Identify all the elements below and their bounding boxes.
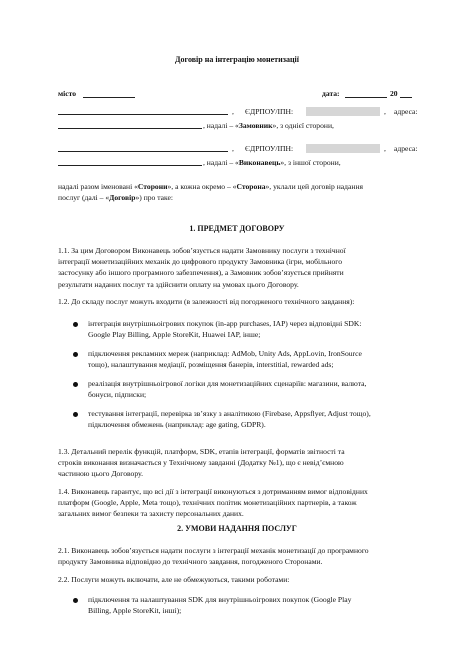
contractor-role-line: , надалі – «Виконавець», з іншої сторони, — [203, 158, 341, 167]
contractor-edrpou-field[interactable] — [306, 144, 380, 153]
date-label: дата: — [322, 89, 340, 98]
section-2-heading: 2. УМОВИ НАДАННЯ ПОСЛУГ — [177, 524, 297, 533]
clause-1-3: 1.3. Детальний перелік функцій, платформ, SDK, етапів інтеграції, форматів звітності та строків виконання визначається у Технічному завданні (Додатку №1), що є невід’ємною частиною цього Договору. — [58, 447, 345, 479]
client-role-line: , надалі – «Замовник», з однієї сторони, — [203, 121, 334, 130]
list-item: тестування інтеграції, перевірка зв’язку з аналітикою (Firebase, Appsflyer, Adjust тощо), підключення обмежень (наприклад: age gating, GDPR). — [88, 409, 371, 430]
city-label: місто — [58, 89, 77, 98]
bullet-icon — [73, 352, 78, 357]
date-field[interactable] — [345, 97, 387, 98]
client-address-label: адреса: — [394, 107, 418, 116]
list-item: підключення та налаштування SDK для внутрішньоігрових покупок (Google Play Billing, Apple StoreKit, інші); — [88, 595, 352, 616]
client-edrpou-field[interactable] — [306, 107, 380, 116]
contractor-comma-2: , — [384, 144, 386, 153]
clause-1-2: 1.2. До складу послуг можуть входити (в залежності від погодженого технічного завдання): — [58, 297, 355, 306]
contractor-address-field[interactable] — [58, 165, 202, 166]
contractor-address-label: адреса: — [394, 144, 418, 153]
bullet-icon — [73, 382, 78, 387]
contractor-name-field[interactable] — [58, 151, 228, 152]
city-field[interactable] — [83, 97, 135, 98]
bullet-icon — [73, 598, 78, 603]
list-item: інтеграція внутрішньоігрових покупок (in-app purchases, IAP) через відповідні SDK: Google Play Billing, Apple StoreKit, Huawei IAP, інше; — [88, 319, 362, 340]
bullet-icon — [73, 412, 78, 417]
bullet-icon — [73, 322, 78, 327]
clause-1-1: 1.1. За цим Договором Виконавець зобов’язується надати Замовнику послуги з технічної інтеграції монетизаційних механік до цифрового продукту Замовника (ігри, мобільного застосунку або іншого програмного забезпечення), а Замовник зобов’язується прийняти результати наданих послуг та здійснити оплату на умовах цього Договору. — [58, 246, 346, 289]
list-item: реалізація внутрішньоігрової логіки для монетизаційних сценаріїв: магазини, валюта, бонуси, підписки; — [88, 379, 367, 400]
list-item: підключення рекламних мереж (наприклад: AdMob, Unity Ads, AppLovin, IronSource тощо), налаштування медіації, розміщення банерів, interstitial, rewarded ads; — [88, 349, 362, 370]
year-field[interactable] — [400, 97, 412, 98]
clause-2-1: 2.1. Виконавець зобов’язується надати послуги з інтеграції механік монетизації до програмного продукту Замовника відповідно до технічного завдання, погодженого Сторонами. — [58, 546, 369, 567]
client-comma-2: , — [384, 107, 386, 116]
clause-1-4: 1.4. Виконавець гарантує, що всі дії з інтеграції виконуються з дотриманням вимог відповідних платформ (Google, Apple, Meta тощо), технічних політик монетизаційних партнерів, а також загальних вимог безпеки та захисту персональних даних. — [58, 487, 368, 519]
contractor-comma: , — [232, 144, 234, 153]
client-address-field[interactable] — [58, 128, 202, 129]
year-prefix: 20 — [390, 89, 398, 98]
section-1-heading: 1. ПРЕДМЕТ ДОГОВОРУ — [189, 224, 285, 233]
client-comma: , — [232, 107, 234, 116]
intro-paragraph: надалі разом іменовані «Сторони», а кожна окремо – «Сторона», уклали цей договір надання послуг (далі – «Договір») про таке: — [58, 182, 364, 203]
clause-2-2: 2.2. Послуги можуть включати, але не обмежуються, такими роботами: — [58, 575, 290, 584]
client-edrpou-label: ЄДРПОУ/ІПН: — [245, 107, 294, 116]
document-title: Договір на інтеграцію монетизації — [175, 55, 299, 64]
client-name-field[interactable] — [58, 114, 228, 115]
contractor-edrpou-label: ЄДРПОУ/ІПН: — [245, 144, 294, 153]
